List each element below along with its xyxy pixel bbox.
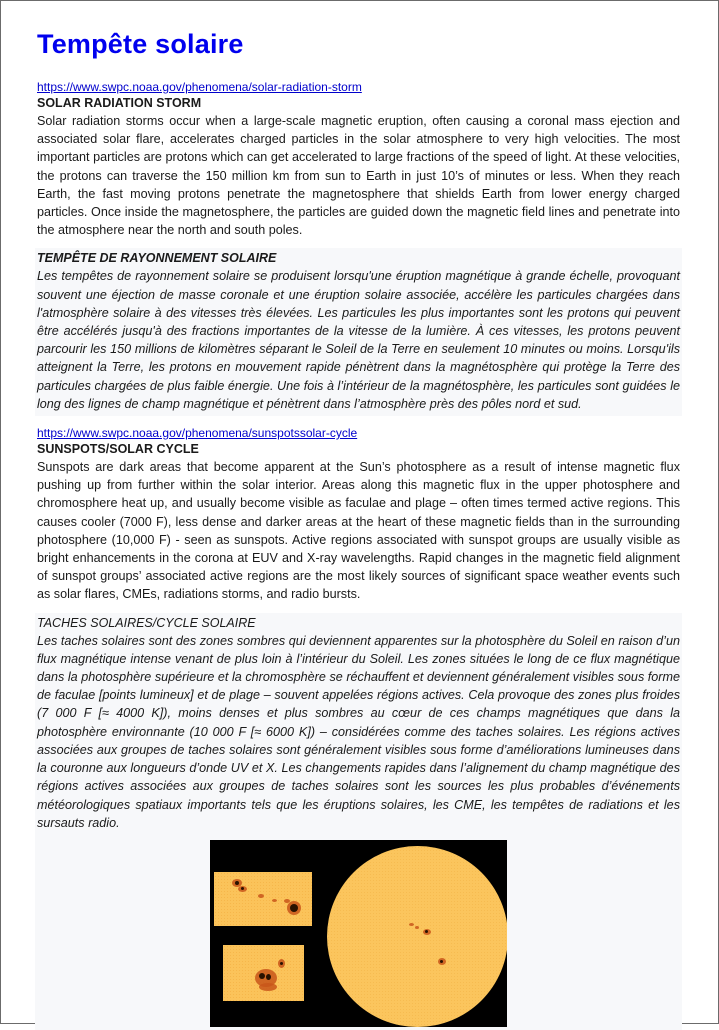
source-link-sunspots[interactable]: https://www.swpc.noaa.gov/phenomena/sunspotssolar-cycle [37,426,358,441]
full-disk-sun [327,846,507,1027]
source-link-solar-radiation-storm[interactable]: https://www.swpc.noaa.gov/phenomena/solar-radiation-storm [37,80,362,94]
sunspot-image [210,840,507,1027]
heading-sunspots: SUNSPOTS/SOLAR CYCLE [37,442,199,457]
paragraph-fr-taches: Les taches solaires sont des zones sombres qui deviennent apparentes sur la photosphère du Soleil en raison d’un flux magnétique intense venant de plus loin à l’intérieur du Soleil. Les zones situées le long de ce flux magnétique dans la photosphère supérieure et la chromosphère se réchauffent et deviennent généralement visibles sous forme de faculae [points lumineux] et de plage – souvent appelées régions actives. Cela provoque des zones plus froides (7 000 F [≈ 4000 K]), moins denses et plus sombres au cœur de ces champs magnétiques que dans la photosphère environnante (10 000 F [≈ 6000 K]) – considérées comme des taches solaires. Les régions actives associées aux groupes de taches solaires sont généralement visibles sous forme d’améliorations lumineuses dans la couronne aux longueurs d’onde UV et X. Les changements rapides dans l’alignement du champ magnétique des régions actives associées aux groupes de taches solaires sont les sources les plus probables d’événements météorologiques spatiaux importants tels que les éruptions solaires, les CME, les tempêtes de radiations et les sursauts radio. [37,633,680,830]
section-sunspots-solar-cycle [37,426,680,1030]
document-title: Tempête solaire [37,29,244,59]
french-translation-block [35,613,682,1030]
paragraph-en-sunspots: Sunspots are dark areas that become apparent at the Sun’s photosphere as a result of intense magnetic flux pushing up from further within the solar interior. Areas along this magnetic flux in the upper photosphere and chromosphere heat up, and usually become visible as faculae and plage – often times termed active regions. This causes cooler (7000 F), less dense and darker areas at the heart of these magnetic fields than in the surrounding photosphere (10,000 F) - seen as sunspots. Active regions associated with sunspot groups are usually visible as bright enhancements in the corona at EUV and X-ray wavelengths. Rapid changes in the magnetic field alignment of sunspot groups’ associated active regions are the most likely sources of significant space weather events such as solar flares, CMEs, radiations storms, and radio bursts. [37,460,680,602]
sunspot-closeup-inset-1 [214,872,312,926]
paragraph-fr-tempete: Les tempêtes de rayonnement solaire se produisent lorsqu'une éruption magnétique à grande échelle, provoquant souvent une éjection de masse coronale et une éruption solaire associée, accélère les particules chargées dans l'atmosphère solaire à des vitesses très élevées. Les particules les plus importantes sont les protons qui peuvent être accélérés jusqu'à des fractions importantes de la vitesse de la lumière. À ces vitesses, les protons peuvent parcourir les 150 millions de kilomètres séparant le Soleil de la Terre en seulement 10 minutes ou moins. Lorsqu'ils atteignent la Terre, les protons en mouvement rapide pénètrent dans la magnétosphère qui protège la Terre des particules chargées de plus faible énergie. Une fois à l’intérieur de la magnétosphère, les particules sont guidées le long des lignes de champ magnétique et pénètrent dans l’atmosphère près des pôles nord et sud. [37,269,680,411]
document-content [37,26,680,1030]
french-translation-block [35,248,682,416]
heading-fr-taches: TACHES SOLAIRES/CYCLE SOLAIRE [37,615,256,630]
heading-solar-radiation-storm: SOLAR RADIATION STORM [37,96,202,110]
paragraph-en-solar-radiation-storm: Solar radiation storms occur when a large-scale magnetic eruption, often causing a coronal mass ejection and associated solar flare, accelerates charged particles in the solar atmosphere to very high velocities. The most important particles are protons which can get accelerated to large fractions of the speed of light. At these velocities, the protons can traverse the 150 million km from sun to Earth in just 10’s of minutes or less. When they reach Earth, the fast moving protons penetrate the magnetosphere that shields Earth from lower energy charged particles. Once inside the magnetosphere, the particles are guided down the magnetic field lines and penetrate into the atmosphere near the north and south poles. [37,114,680,238]
section-solar-radiation-storm [37,80,680,416]
heading-fr-tempete: TEMPÊTE DE RAYONNEMENT SOLAIRE [37,251,277,266]
sunspot-closeup-inset-2 [223,945,304,1001]
